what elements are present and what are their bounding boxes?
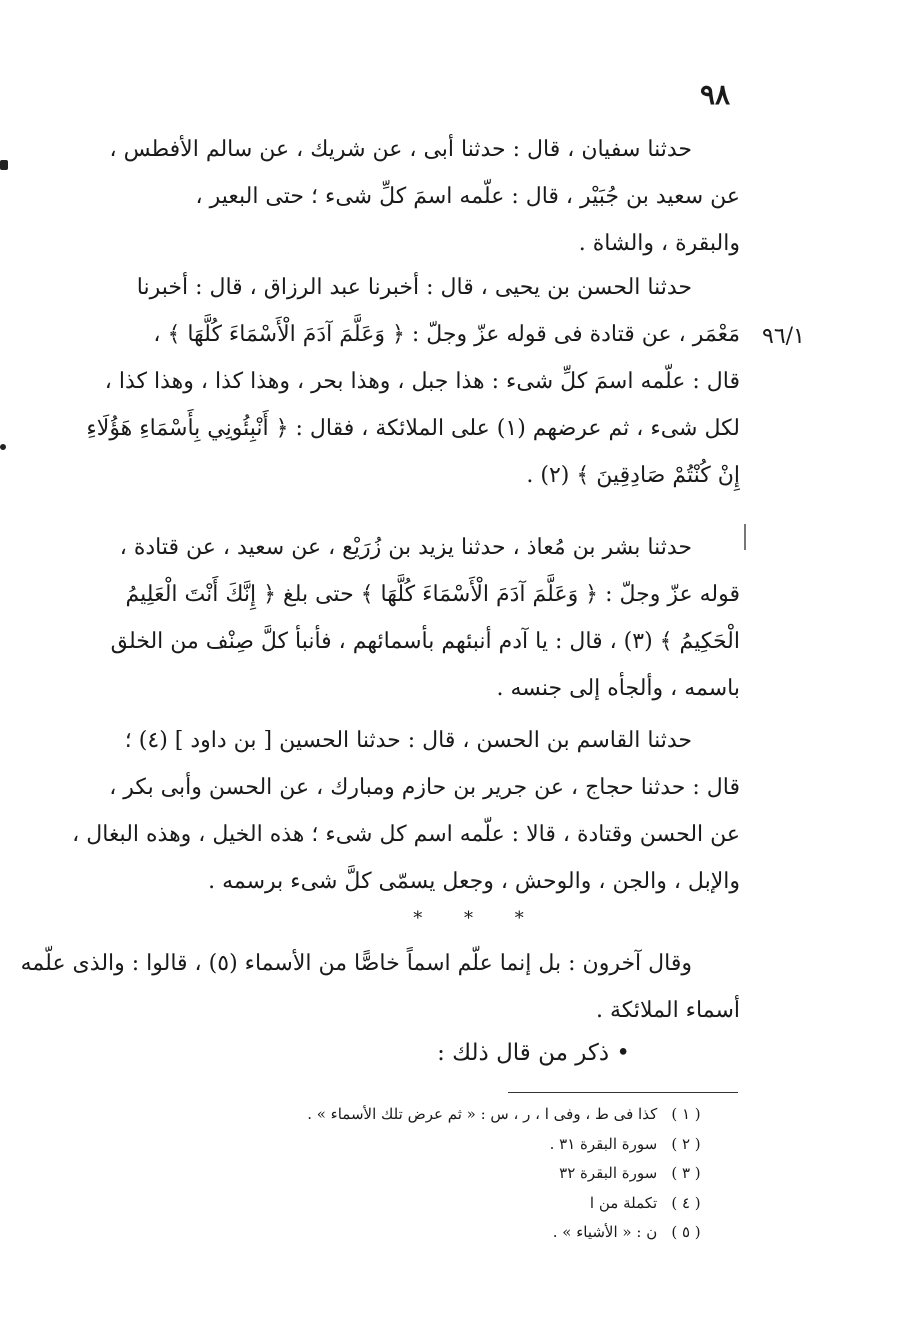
- scan-edge-mark: [0, 444, 6, 450]
- footnote-number: ( ١ ): [671, 1105, 701, 1123]
- text-line: والبقرة ، والشاة .: [578, 231, 740, 256]
- footnote-number: ( ٢ ): [671, 1134, 701, 1153]
- footnote-divider: [508, 1092, 738, 1093]
- text-line: حدثنا الحسن بن يحيى ، قال : أخبرنا عبد الرزاق ، قال : أخبرنا: [136, 275, 692, 300]
- text-line: الْحَكِيمُ ﴾ (٣) ، قال : يا آدم أنبئهم بأسمائهم ، فأنبأ كلَّ صِنْف من الخلق: [110, 629, 740, 654]
- section-heading: • ذكر من قال ذلك :: [437, 1040, 630, 1066]
- text-line: لكل شىء ، ثم عرضهم (١) على الملائكة ، فقال : ﴿ أَنْبِئُونِي بِأَسْمَاءِ هَؤُلَاءِ: [86, 416, 740, 441]
- footnote-item: [240, 1130, 710, 1160]
- footnote-item: [240, 1218, 710, 1248]
- text-line: حدثنا بشر بن مُعاذ ، حدثنا يزيد بن زُرَيْع ، عن سعيد ، عن قتادة ،: [119, 535, 692, 560]
- footnote-number: ( ٤ ): [671, 1193, 701, 1212]
- page-number: ٩٨: [700, 78, 731, 111]
- footnote-text: سورة البقرة ٣٢: [559, 1164, 658, 1182]
- text-line: حدثنا القاسم بن الحسن ، قال : حدثنا الحسين [ بن داود ] (٤) ؛: [124, 728, 692, 753]
- text-line: عن الحسن وقتادة ، قالا : علّمه اسم كل شىء ؛ هذه الخيل ، وهذه البغال ،: [72, 822, 740, 847]
- footnote-text: سورة البقرة ٣١ .: [549, 1134, 658, 1153]
- margin-reference: ٩٦/١: [762, 324, 805, 349]
- section-separator: * * *: [413, 908, 542, 929]
- paragraph-3: [80, 524, 740, 712]
- text-line: إِنْ كُنْتُمْ صَادِقِينَ ﴾ (٢) .: [526, 463, 740, 488]
- text-line: وقال آخرون : بل إنما علّم اسماً خاصًّا من الأسماء (٥) ، قالوا : والذى علّمه: [20, 951, 692, 976]
- text-line: مَعْمَر ، عن قتادة فى قوله عزّ وجلّ : ﴿ وَعَلَّمَ آدَمَ الْأَسْمَاءَ كُلَّهَا ﴾ ،: [153, 322, 740, 347]
- scan-edge-mark: [0, 160, 8, 170]
- footnote-number: ( ٣ ): [671, 1164, 701, 1182]
- text-line: والإبل ، والجن ، والوحش ، وجعل يسمّى كلَّ شىء برسمه .: [208, 869, 740, 894]
- footnote-item: [240, 1100, 710, 1130]
- footnote-item: [240, 1189, 710, 1219]
- paragraph-4: [72, 717, 740, 905]
- paragraph-1: [80, 126, 740, 267]
- footnote-item: [240, 1159, 710, 1189]
- margin-tick: [744, 524, 746, 550]
- text-line: قال : علّمه اسمَ كلِّ شىء : هذا جبل ، وهذا بحر ، وهذا كذا ، وهذا كذا ،: [104, 369, 740, 394]
- text-line: قوله عزّ وجلّ : ﴿ وَعَلَّمَ آدَمَ الْأَسْمَاءَ كُلَّهَا ﴾ حتى بلغ ﴿ إِنَّكَ أَنْتَ الْعَلِيمُ: [125, 582, 740, 607]
- footnote-text: كذا فى ط ، وفى ا ، ر ، س : « ثم عرض تلك الأسماء » .: [307, 1105, 658, 1123]
- paragraph-5: [20, 940, 740, 1034]
- text-line: أسماء الملائكة .: [595, 998, 740, 1023]
- paragraph-2: [80, 264, 740, 499]
- text-line: عن سعيد بن جُبَيْر ، قال : علّمه اسمَ كلِّ شىء ؛ حتى البعير ،: [195, 184, 740, 209]
- text-line: باسمه ، وألجأه إلى جنسه .: [496, 676, 740, 701]
- footnotes: [240, 1100, 710, 1248]
- footnote-text: تكملة من ا: [589, 1193, 658, 1212]
- text-line: قال : حدثنا حجاج ، عن جرير بن حازم ومبارك ، عن الحسن وأبى بكر ،: [109, 775, 740, 800]
- text-line: حدثنا سفيان ، قال : حدثنا أبى ، عن شريك ، عن سالم الأفطس ،: [109, 137, 692, 162]
- footnote-number: ( ٥ ): [671, 1223, 701, 1241]
- footnote-text: ن : « الأشياء » .: [552, 1223, 658, 1241]
